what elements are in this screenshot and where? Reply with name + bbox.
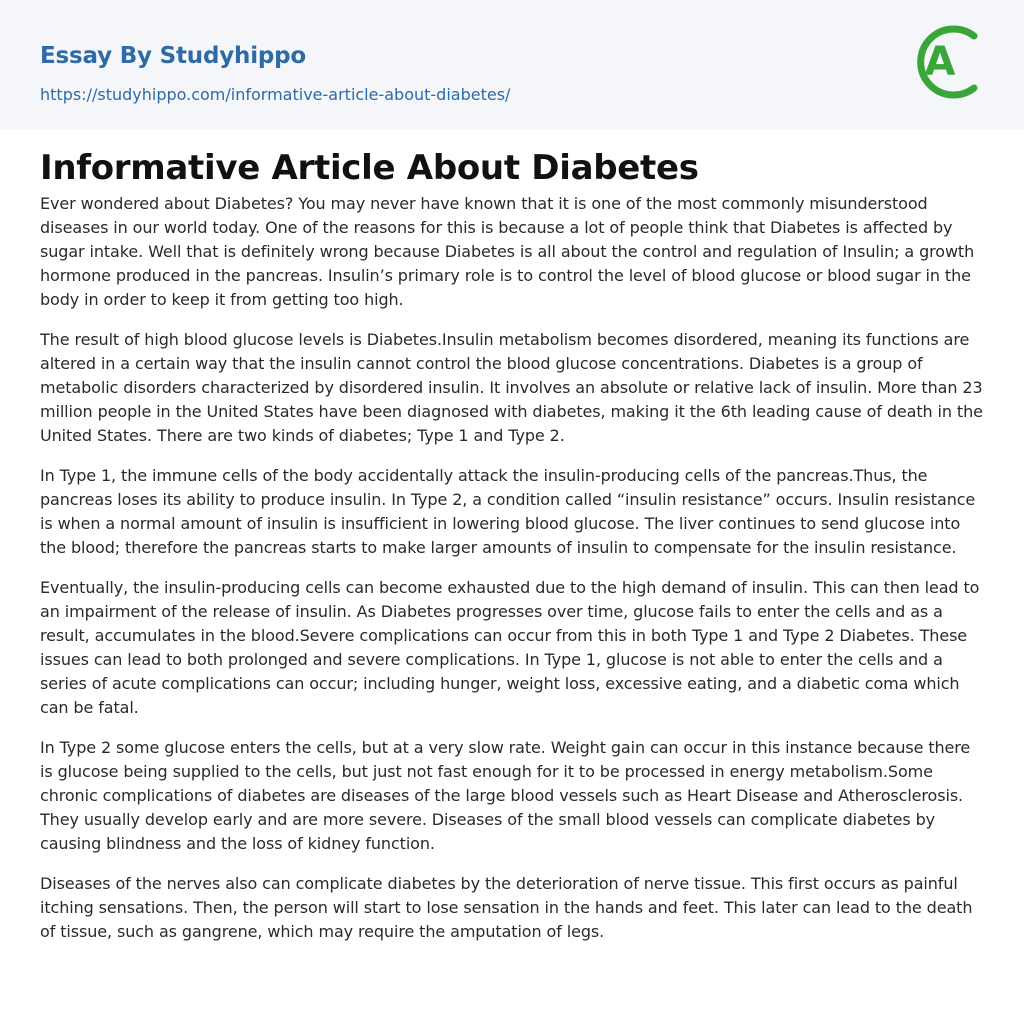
article-paragraph-5: In Type 2 some glucose enters the cells, but at a very slow rate. Weight gain can occur in this instance because there is glucose being supplied to the cells, but just not fast enough for it to be processed in energy metabolism.Some chronic complications of diabetes are diseases of the large blood vessels such as Heart Disease and Atherosclerosis. They usually develop early and are more severe. Diseases of the small blood vessels can complicate diabetes by causing blindness and the loss of kidney function. bbox=[40, 738, 971, 853]
site-header bbox=[0, 0, 1024, 129]
article-paragraph-1: Ever wondered about Diabetes? You may never have known that it is one of the most commonly misunderstood diseases in our world today. One of the reasons for this is because a lot of people think that Diabetes is affected by sugar intake. Well that is definitely wrong because Diabetes is all about the control and regulation of Insulin; a growth hormone produced in the pancreas. Insulin’s primary role is to control the level of blood glucose or blood sugar in the body in order to keep it from getting too high. bbox=[40, 194, 975, 309]
article-paragraph-4: Eventually, the insulin-producing cells can become exhausted due to the high demand of insulin. This can then lead to an impairment of the release of insulin. As Diabetes progresses over time, glucose fails to enter the cells and as a result, accumulates in the blood.Severe complications can occur from this in both Type 1 and Type 2 Diabetes. These issues can lead to both prolonged and severe complications. In Type 1, glucose is not able to enter the cells and a series of acute complications can occur; including hunger, weight loss, excessive eating, and a diabetic coma which can be fatal. bbox=[40, 578, 980, 717]
article-title: Informative Article About Diabetes bbox=[40, 148, 699, 188]
source-url-link[interactable]: https://studyhippo.com/informative-article-about-diabetes/ bbox=[40, 85, 511, 104]
article-paragraph-6: Diseases of the nerves also can complicate diabetes by the deterioration of nerve tissue. This first occurs as painful itching sensations. Then, the person will start to lose sensation in the hands and feet. This later can lead to the death of tissue, such as gangrene, which may require the amputation of legs. bbox=[40, 874, 973, 941]
logo-letter: A bbox=[924, 39, 956, 85]
studyhippo-logo-icon[interactable] bbox=[912, 20, 986, 104]
article-body bbox=[0, 129, 1024, 944]
article-paragraph-2: The result of high blood glucose levels is Diabetes.Insulin metabolism becomes disordered, meaning its functions are altered in a certain way that the insulin cannot control the blood glucose concentrations. Diabetes is a group of metabolic disorders characterized by disordered insulin. It involves an absolute or relative lack of insulin. More than 23 million people in the United States have been diagnosed with diabetes, making it the 6th leading cause of death in the United States. There are two kinds of diabetes; Type 1 and Type 2. bbox=[40, 330, 983, 445]
brand-title: Essay By Studyhippo bbox=[40, 43, 307, 69]
article-paragraph-3: In Type 1, the immune cells of the body accidentally attack the insulin-producing cells of the pancreas.Thus, the pancreas loses its ability to produce insulin. In Type 2, a condition called “insulin resistance” occurs. Insulin resistance is when a normal amount of insulin is insufficient in lowering blood glucose. The liver continues to send glucose into the blood; therefore the pancreas starts to make larger amounts of insulin to compensate for the insulin resistance. bbox=[40, 466, 976, 557]
